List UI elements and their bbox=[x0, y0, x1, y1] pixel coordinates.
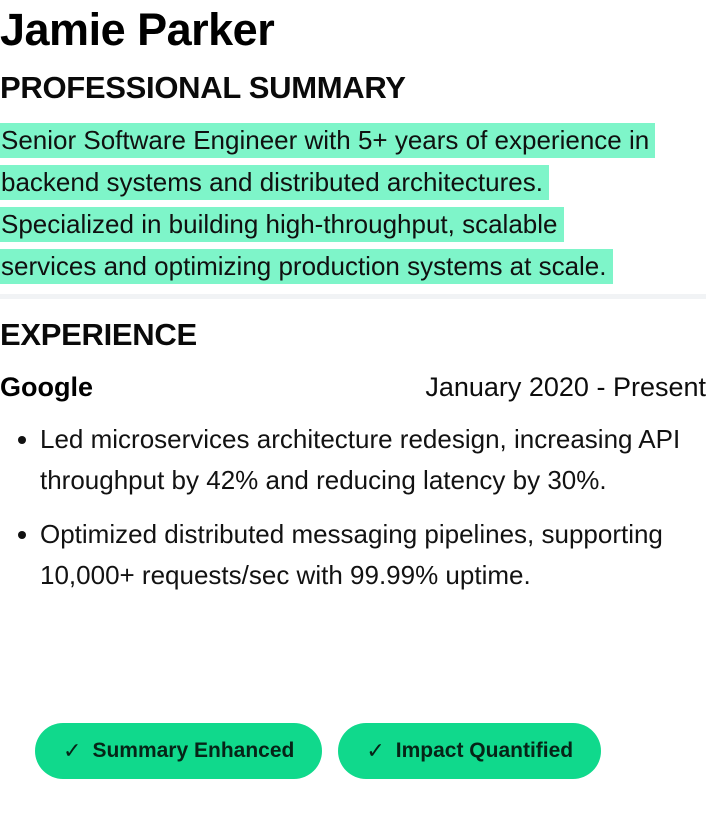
experience-section-heading: EXPERIENCE bbox=[0, 317, 197, 352]
summary-line bbox=[0, 207, 706, 242]
highlighted-text: backend systems and distributed architectures. bbox=[0, 165, 549, 200]
resume-document bbox=[0, 4, 706, 828]
highlighted-text: services and optimizing production systems at scale. bbox=[0, 249, 613, 284]
bullet-text: Optimized distributed messaging pipelines, supporting 10,000+ requests/sec with 99.99% uptime. bbox=[40, 519, 663, 590]
company-name: Google bbox=[0, 372, 93, 402]
badge-impact-quantified[interactable] bbox=[338, 723, 601, 779]
checkmark-icon: ✓ bbox=[63, 738, 82, 763]
summary-paragraph bbox=[0, 123, 706, 284]
summary-line bbox=[0, 165, 706, 200]
job-dates: January 2020 - Present bbox=[425, 372, 706, 402]
bullet-dot-icon bbox=[18, 531, 26, 539]
highlighted-text: Senior Software Engineer with 5+ years of experience in bbox=[0, 123, 655, 158]
checkmark-icon: ✓ bbox=[366, 738, 385, 763]
summary-section-heading: PROFESSIONAL SUMMARY bbox=[0, 70, 406, 105]
job-bullet-list bbox=[18, 419, 684, 596]
bullet-text: Led microservices architecture redesign, increasing API throughput by 42% and reducing latency by 30%. bbox=[40, 424, 681, 495]
summary-line bbox=[0, 249, 706, 284]
job-bullet bbox=[18, 419, 684, 501]
highlighted-text: Specialized in building high-throughput, scalable bbox=[0, 207, 564, 242]
status-badges-row bbox=[35, 723, 601, 779]
section-divider bbox=[0, 294, 706, 299]
job-header-row bbox=[0, 369, 706, 405]
person-name: Jamie Parker bbox=[0, 4, 275, 55]
badge-label: Impact Quantified bbox=[395, 739, 574, 762]
job-bullet bbox=[18, 514, 684, 596]
summary-line bbox=[0, 123, 706, 158]
bullet-dot-icon bbox=[18, 436, 26, 444]
badge-summary-enhanced[interactable] bbox=[35, 723, 322, 779]
badge-label: Summary Enhanced bbox=[92, 739, 295, 762]
